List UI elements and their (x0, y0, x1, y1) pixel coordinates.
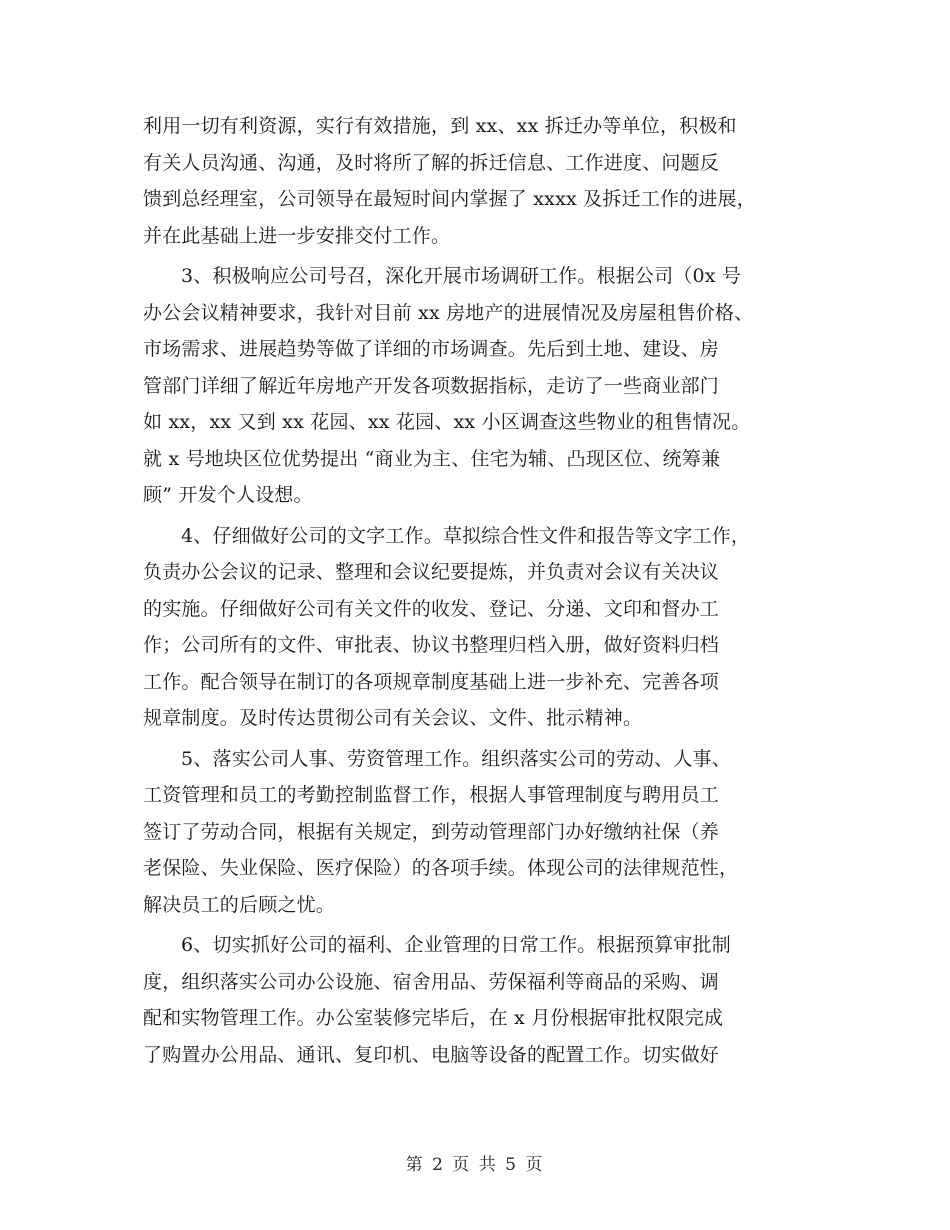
text-line: 规章制度。及时传达贯彻公司有关会议、文件、批示精神。 (143, 707, 643, 729)
text-line: 配和实物管理工作。办公室装修完毕后，在 x 月份根据审批权限完成 (143, 1007, 724, 1029)
paragraph (143, 927, 823, 1073)
text-line: 工资管理和员工的考勤控制监督工作，根据人事管理制度与聘用员工 (143, 784, 720, 806)
text-line: 3、积极响应公司号召，深化开展市场调研工作。根据公司（0x 号 (181, 265, 742, 287)
text-line: 市场需求、进展趋势等做了详细的市场调查。先后到土地、建设、房 (143, 338, 720, 360)
text-line: 签订了劳动合同，根据有关规定，到劳动管理部门办好缴纳社保（养 (143, 820, 720, 843)
text-line: 并在此基础上进一步安排交付工作。 (143, 224, 451, 247)
text-line: 了购置办公用品、通讯、复印机、电脑等设备的配置工作。切实做好 (143, 1043, 720, 1066)
text-line: 如 xx，xx 又到 xx 花园、xx 花园、xx 小区调查这些物业的租售情况。 (143, 411, 751, 433)
page-number-footer: 第 2 页 共 5 页 (405, 1155, 545, 1175)
paragraph (143, 258, 823, 514)
text-line: 5、落实公司人事、劳资管理工作。组织落实公司的劳动、人事、 (181, 747, 731, 770)
document-body (143, 108, 823, 1073)
text-line: 馈到总经理室，公司领导在最短时间内掌握了 xxxx 及拆迁工作的进展， (143, 188, 756, 210)
text-line: 管部门详细了解近年房地产开发各项数据指标，走访了一些商业部门 (143, 374, 720, 397)
paragraph (143, 518, 823, 737)
text-line: 的实施。仔细做好公司有关文件的收发、登记、分递、文印和督办工 (143, 597, 720, 620)
text-line: 利用一切有利资源，实行有效措施，到 xx、xx 拆迁办等单位，积极和 (143, 115, 737, 137)
text-line: 负责办公会议的记录、整理和会议纪要提炼，并负责对会议有关决议 (143, 561, 720, 583)
text-line: 度，组织落实公司办公设施、宿舍用品、劳保福利等商品的采购、调 (143, 970, 720, 993)
paragraph (143, 741, 823, 924)
text-line: 工作。配合领导在制订的各项规章制度基础上进一步补充、完善各项 (143, 670, 720, 693)
paragraph (143, 108, 823, 254)
text-line: 办公会议精神要求，我针对目前 xx 房地产的进展情况及房屋租售价格、 (143, 301, 754, 324)
text-line: 有关人员沟通、沟通，及时将所了解的拆迁信息、工作进度、问题反 (143, 151, 720, 174)
text-line: 老保险、失业保险、医疗保险）的各项手续。体现公司的法律规范性， (143, 857, 739, 879)
text-line: 解决员工的后顾之忧。 (143, 893, 336, 916)
text-line: 作；公司所有的文件、审批表、协议书整理归档入册，做好资料归档 (143, 634, 720, 656)
text-line: 就 x 号地块区位优势提出 “商业为主、住宅为辅、凸现区位、统筹兼 (143, 447, 721, 470)
text-line: 6、切实抓好公司的福利、企业管理的日常工作。根据预算审批制 (181, 934, 731, 956)
text-line: 顾” 开发个人设想。 (143, 484, 313, 506)
text-line: 4、仔细做好公司的文字工作。草拟综合性文件和报告等文字工作， (181, 524, 751, 547)
